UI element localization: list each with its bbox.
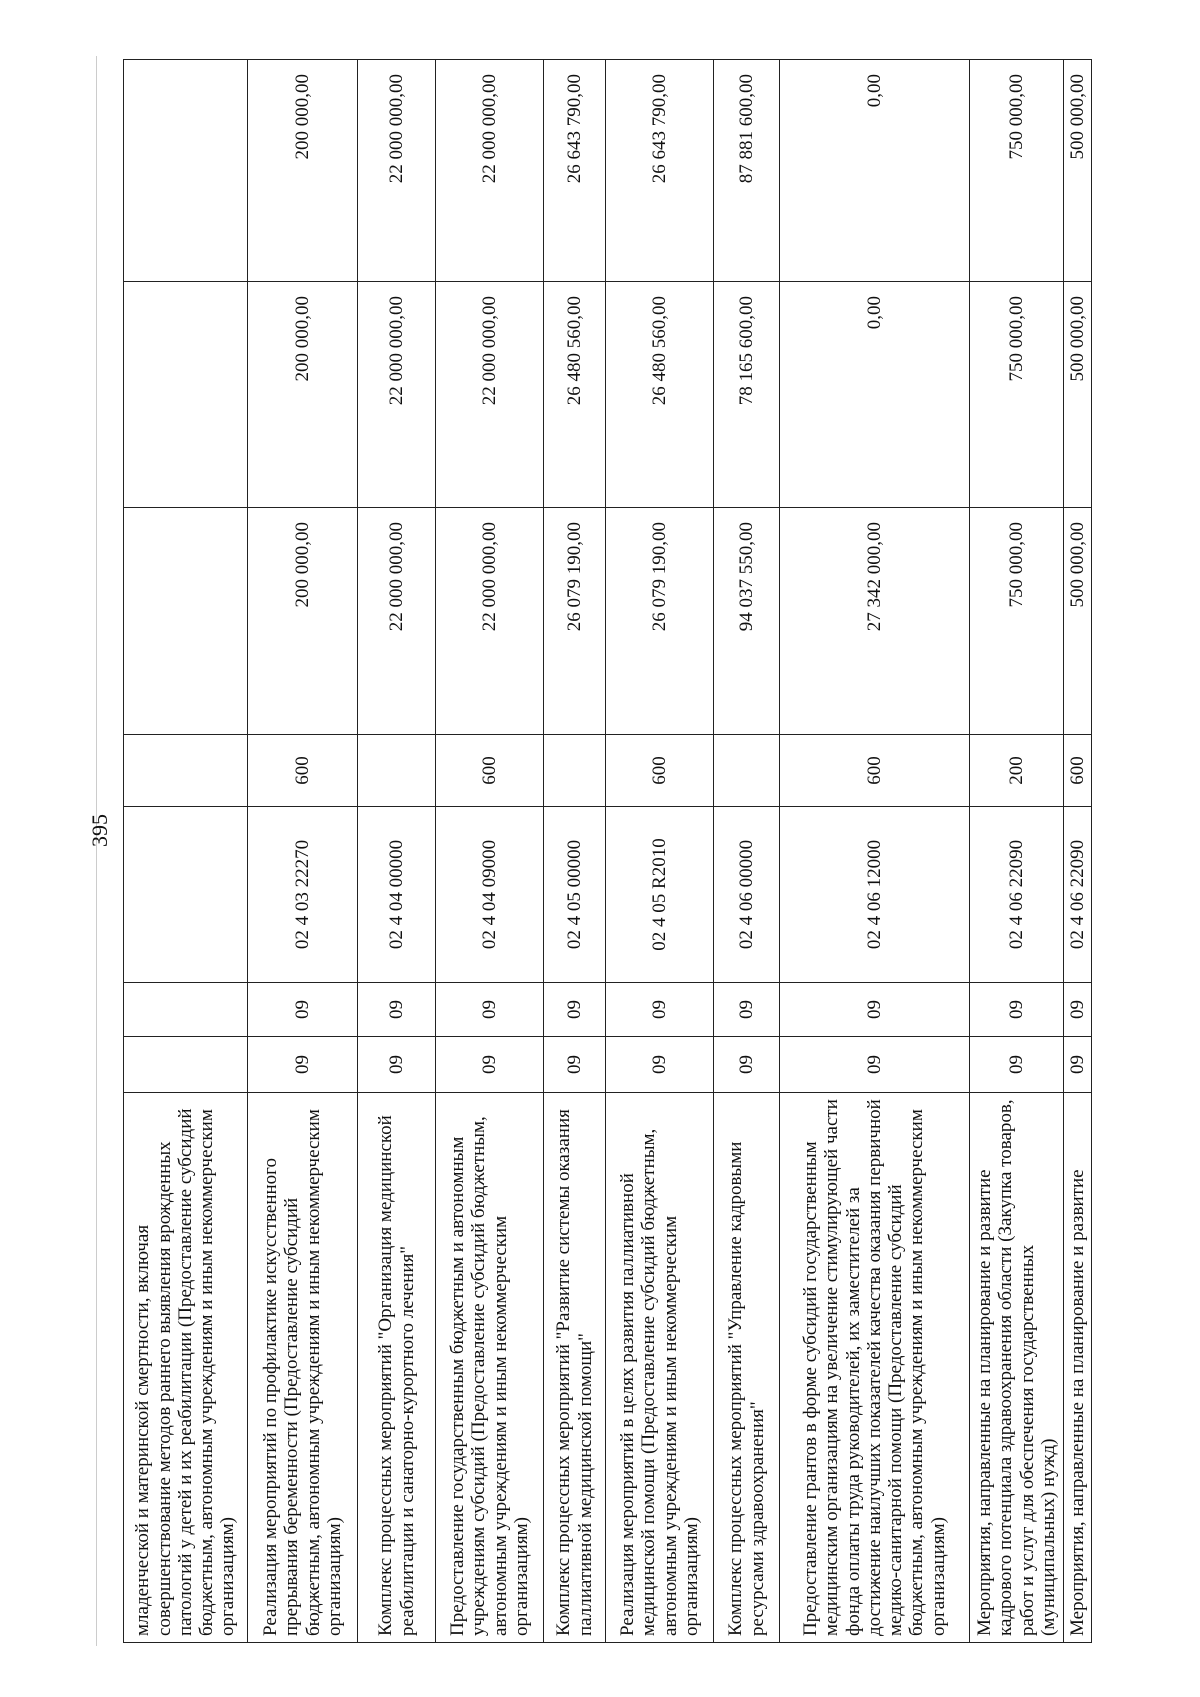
row-section-code: 09 [714,1037,780,1093]
row-target-article: 02 4 06 22090 [1064,807,1092,983]
row-name: Комплекс процессных мероприятий "Организация медицинской реабилитации и санаторно-курортного лечения" [358,1093,436,1643]
row-name: Реализация мероприятий по профилактике искусственного прерывания беременности (Предоставление субсидий бюджетным, автономным учреждениям и иным некоммерческим организациям) [248,1093,358,1643]
row-target-article: 02 4 03 22270 [248,807,358,983]
row-amount-year-2: 78 165 600,00 [714,282,780,508]
row-amount-year-1: 500 000,00 [1064,508,1092,735]
row-target-article: 02 4 04 09000 [436,807,544,983]
row-expense-type: 600 [436,735,544,807]
row-target-article [124,807,248,983]
row-section-code: 09 [358,1037,436,1093]
row-name: Комплекс процессных мероприятий "Управление кадровыми ресурсами здравоохранения" [714,1093,780,1643]
row-amount-year-1: 22 000 000,00 [358,508,436,735]
row-expense-type [714,735,780,807]
row-amount-year-1: 27 342 000,00 [780,508,970,735]
row-target-article: 02 4 06 12000 [780,807,970,983]
row-name: Предоставление государственным бюджетным и автономным учреждениям субсидий (Предоставление субсидий бюджетным, автономным учреждениям и иным некоммерческим организациям) [436,1093,544,1643]
row-section-code [124,1037,248,1093]
row-subsection-code: 09 [358,983,436,1037]
row-expense-type: 600 [248,735,358,807]
row-name: Мероприятия, направленные на планирование и развитие кадрового потенциала здравоохранения области (Закупка товаров, работ и услуг для обеспечения государственных (муниципальных) нужд) [970,1093,1064,1643]
row-amount-year-3: 26 643 790,00 [544,60,606,282]
table-row [714,60,780,1643]
table-row [358,60,436,1643]
table-row [606,60,714,1643]
table-row [780,60,970,1643]
row-amount-year-3: 750 000,00 [970,60,1064,282]
row-expense-type [124,735,248,807]
row-amount-year-2: 22 000 000,00 [358,282,436,508]
row-expense-type: 600 [1064,735,1092,807]
row-subsection-code: 09 [714,983,780,1037]
row-amount-year-3: 22 000 000,00 [436,60,544,282]
row-target-article: 02 4 06 00000 [714,807,780,983]
row-amount-year-1: 200 000,00 [248,508,358,735]
row-amount-year-3: 87 881 600,00 [714,60,780,282]
row-target-article: 02 4 06 22090 [970,807,1064,983]
row-target-article: 02 4 04 00000 [358,807,436,983]
row-amount-year-3: 22 000 000,00 [358,60,436,282]
row-subsection-code: 09 [970,983,1064,1037]
row-amount-year-1: 26 079 190,00 [606,508,714,735]
row-target-article: 02 4 05 R2010 [606,807,714,983]
row-subsection-code: 09 [1064,983,1092,1037]
row-section-code: 09 [780,1037,970,1093]
row-amount-year-3: 200 000,00 [248,60,358,282]
row-name: Комплекс процессных мероприятий "Развитие системы оказания паллиативной медицинской помощи" [544,1093,606,1643]
row-amount-year-1: 26 079 190,00 [544,508,606,735]
page-margin-line [96,56,97,1646]
row-name: Предоставление грантов в форме субсидий государственным медицинским организациям на увеличение стимулирующей части фонда оплаты труда руководителей, их заместителей за достижение наилучших показателей качества оказания первичной медико-санитарной помощи (Предоставление субсидий бюджетным, автономным учреждениям и иным некоммерческим организациям) [780,1093,970,1643]
table-row [1064,60,1092,1643]
row-amount-year-2: 0,00 [780,282,970,508]
row-name: Мероприятия, направленные на планирование и развитие [1064,1093,1092,1643]
row-section-code: 09 [606,1037,714,1093]
page-number: 395 [87,814,112,847]
row-name: Реализация мероприятий в целях развития паллиативной медицинской помощи (Предоставление субсидий бюджетным, автономным учреждениям и иным некоммерческим организациям) [606,1093,714,1643]
table-row [124,60,248,1643]
row-amount-year-1: 94 037 550,00 [714,508,780,735]
row-section-code: 09 [1064,1037,1092,1093]
row-amount-year-2 [124,282,248,508]
row-amount-year-2: 750 000,00 [970,282,1064,508]
table-row [544,60,606,1643]
row-expense-type: 200 [970,735,1064,807]
row-amount-year-1: 750 000,00 [970,508,1064,735]
row-subsection-code: 09 [606,983,714,1037]
row-amount-year-2: 26 480 560,00 [544,282,606,508]
row-amount-year-2: 26 480 560,00 [606,282,714,508]
row-amount-year-2: 22 000 000,00 [436,282,544,508]
row-amount-year-3 [124,60,248,282]
row-subsection-code [124,983,248,1037]
table-row [248,60,358,1643]
row-expense-type: 600 [780,735,970,807]
row-subsection-code: 09 [780,983,970,1037]
row-subsection-code: 09 [248,983,358,1037]
row-expense-type [544,735,606,807]
row-target-article: 02 4 05 00000 [544,807,606,983]
row-amount-year-3: 500 000,00 [1064,60,1092,282]
row-subsection-code: 09 [436,983,544,1037]
row-name: младенческой и материнской смертности, включая совершенствование методов раннего выявления врожденных патологий у детей и их реабилитации (Предоставление субсидий бюджетным, автономным учреждениям и иным некоммерческим организациям) [124,1093,248,1643]
row-section-code: 09 [436,1037,544,1093]
row-section-code: 09 [248,1037,358,1093]
row-amount-year-3: 0,00 [780,60,970,282]
row-subsection-code: 09 [544,983,606,1037]
rotated-table-wrapper [123,60,1091,1643]
row-section-code: 09 [544,1037,606,1093]
row-amount-year-2: 200 000,00 [248,282,358,508]
budget-table [123,59,1092,1643]
row-expense-type: 600 [606,735,714,807]
table-row [970,60,1064,1643]
row-section-code: 09 [970,1037,1064,1093]
row-amount-year-1: 22 000 000,00 [436,508,544,735]
row-amount-year-1 [124,508,248,735]
row-amount-year-3: 26 643 790,00 [606,60,714,282]
row-amount-year-2: 500 000,00 [1064,282,1092,508]
table-body [124,60,1092,1643]
table-row [436,60,544,1643]
row-expense-type [358,735,436,807]
